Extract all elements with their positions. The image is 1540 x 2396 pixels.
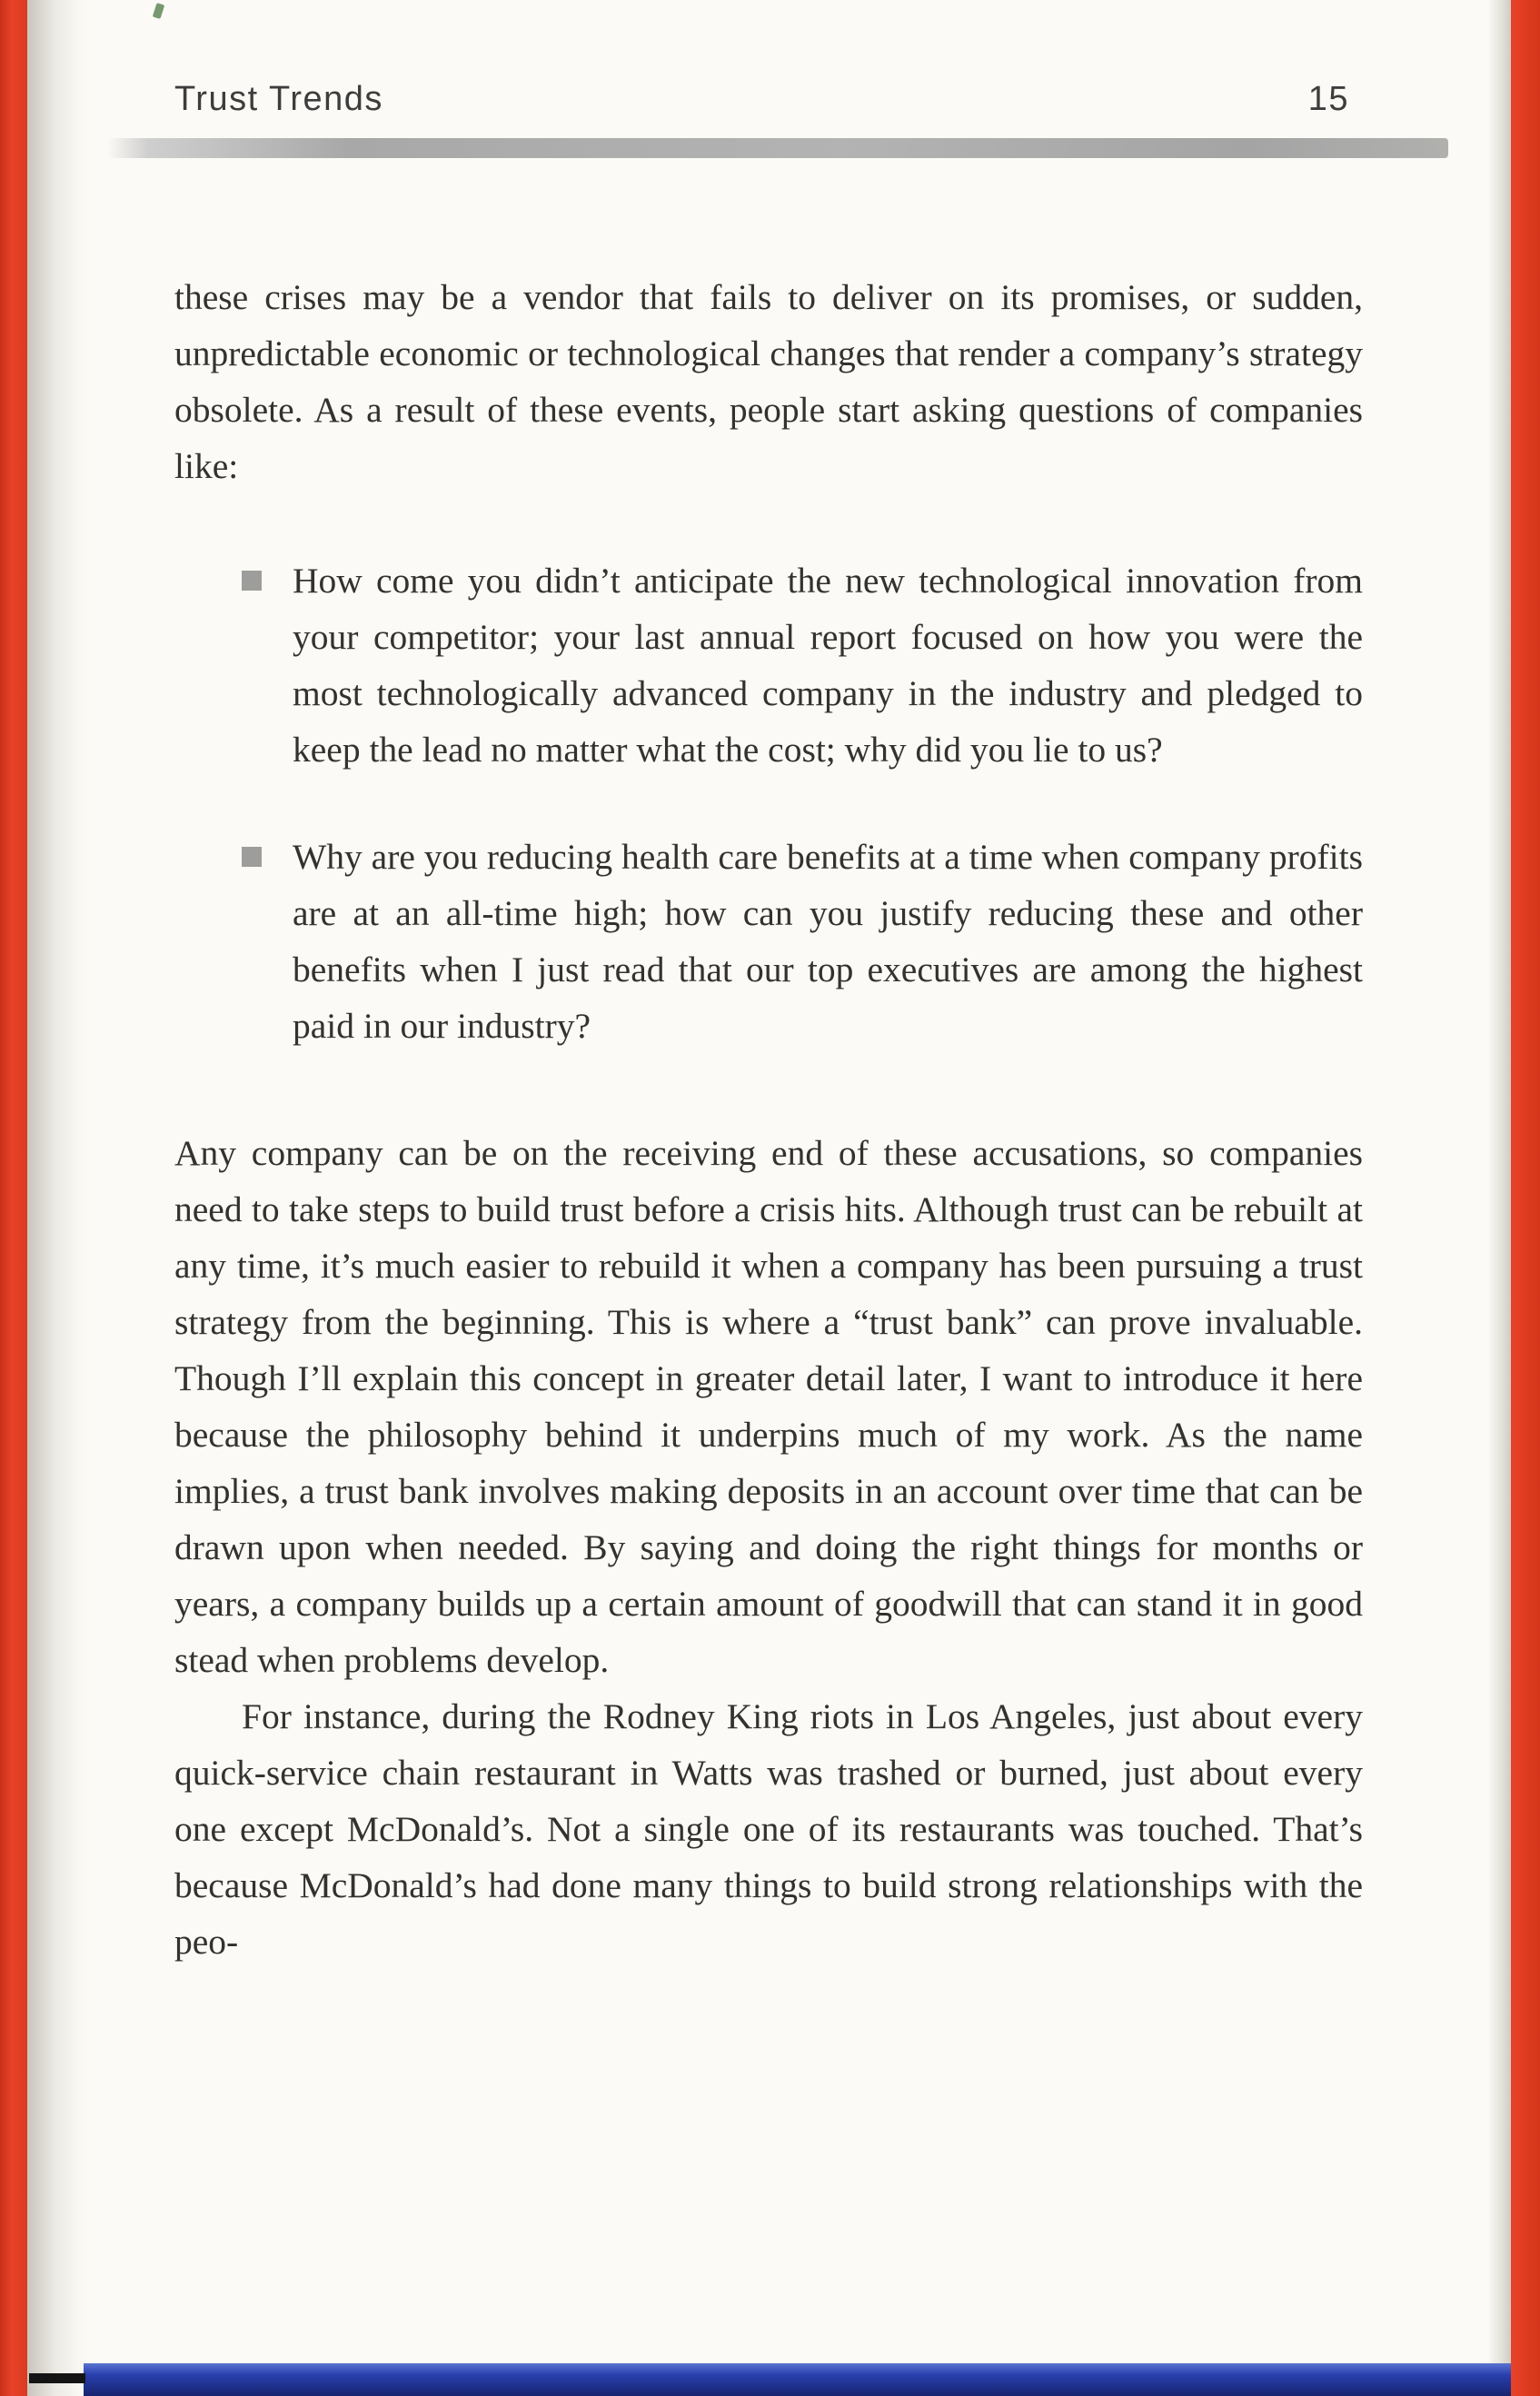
paragraph-intro: these crises may be a vendor that fails to deliver on its promises, or sudden, unpredictable economic or technological changes that render a company’s strategy obsolete. As a result of these events, people start asking questions of companies like: — [174, 277, 1363, 486]
paragraph-mcdonalds: For instance, during the Rodney King riots in Los Angeles, just about every quick-service chain restaurant in Watts was trashed or burned, just about every one except McDonald’s. Not a single one of its restaurants was touched. That’s because McDonald’s had done many things to build strong relationships with the peo- — [174, 1696, 1363, 1962]
square-bullet-icon — [242, 847, 262, 867]
scan-artifact-speck — [153, 3, 165, 19]
right-page-edge-shadow — [1487, 0, 1511, 2396]
square-bullet-icon — [242, 571, 262, 591]
right-red-cover-strip — [1511, 0, 1540, 2396]
left-page-curl-shadow — [27, 0, 91, 2396]
chapter-title: Trust Trends — [174, 80, 383, 118]
page-number: 15 — [1307, 80, 1349, 118]
bullet-text: How come you didn’t anticipate the new technological innovation from your competitor; your last annual report focused on how you were the most technologically advanced company in the industry and pledged to keep the lead no matter what the cost; why did you lie to us? — [293, 561, 1363, 770]
bottom-black-mark — [29, 2373, 85, 2383]
list-item — [174, 552, 1363, 778]
bullet-text: Why are you reducing health care benefits at a time when company profits are at an all-time high; how can you justify reducing these and other benefits when I just read that our top executives are among the highest paid in our industry? — [293, 837, 1363, 1046]
header-divider-rule — [107, 138, 1448, 158]
left-red-cover-strip — [0, 0, 27, 2396]
bottom-blue-cover-bar — [84, 2363, 1511, 2396]
bullet-list — [174, 552, 1363, 1054]
list-item — [174, 829, 1363, 1054]
running-header — [174, 80, 1349, 119]
page-body — [174, 269, 1363, 1970]
paragraph-trust-bank: Any company can be on the receiving end of these accusations, so companies need to take steps to build trust before a crisis hits. Although trust can be rebuilt at any time, it’s much easier to rebuild it when a company has been pursuing a trust strategy from the beginning. This is where a “trust bank” can prove invaluable. Though I’ll explain this concept in greater detail later, I want to introduce it here because the philosophy behind it underpins much of my work. As the name implies, a trust bank involves making deposits in an account over time that can be drawn upon when needed. By saying and doing the right things for months or years, a company builds up a certain amount of goodwill that can stand it in good stead when problems develop. — [174, 1133, 1363, 1680]
